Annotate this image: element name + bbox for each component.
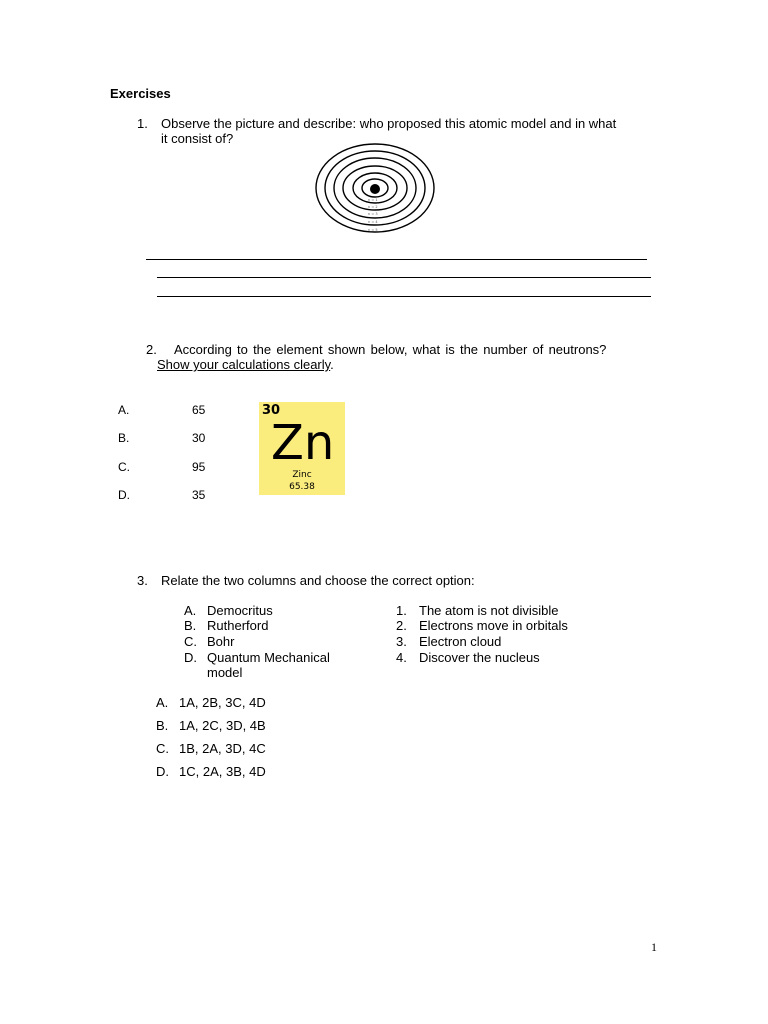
answer-line-3[interactable] [157,296,651,297]
q3-number: 3. [137,573,148,588]
q2-option-c-letter: C. [118,460,130,474]
orbit-label-3: n = 3 [368,212,378,216]
q1-text-line2: it consist of? [161,131,234,146]
q2-number: 2. [146,342,157,357]
q2-instruction-period: . [330,357,334,372]
left-col-d-letter: D. [184,650,197,665]
left-col-d-text-cont: model [207,665,243,680]
q3-choice-c-letter: C. [156,741,169,756]
q3-choice-a-letter: A. [156,695,169,710]
answer-line-2[interactable] [157,277,651,278]
q2-text: According to the element shown below, what is the number of neutrons? [174,342,607,357]
left-col-b-text: Rutherford [207,618,269,633]
right-col-4-number: 4. [396,650,407,665]
q3-choice-b-text: 1A, 2C, 3D, 4B [179,718,266,733]
answer-line-1[interactable] [146,259,647,260]
q2-option-d-letter: D. [118,488,130,502]
q3-choice-d-text: 1C, 2A, 3B, 4D [179,764,266,779]
exercises-heading: Exercises [110,86,171,101]
orbit-label-1: n = 1 [368,198,378,202]
q2-option-b-value: 30 [192,431,206,445]
right-col-2-text: Electrons move in orbitals [419,618,568,633]
left-col-d-text: Quantum Mechanical [207,650,330,665]
q3-choice-c-text: 1B, 2A, 3D, 4C [179,741,266,756]
right-col-3-number: 3. [396,634,407,649]
left-col-c-letter: C. [184,634,197,649]
bohr-atom-model-figure [313,140,435,237]
right-col-4-text: Discover the nucleus [419,650,540,665]
q1-text-line1: Observe the picture and describe: who proposed this atomic model and in what [161,116,617,131]
left-col-a-letter: A. [184,603,197,618]
zinc-symbol: Zn [271,415,335,471]
zinc-element-tile [259,402,345,495]
page-number: 1 [651,940,657,954]
q3-text: Relate the two columns and choose the correct option: [161,573,475,588]
q2-instruction-line [157,357,334,372]
right-col-2-number: 2. [396,618,407,633]
q1-number: 1. [137,116,148,131]
q2-option-d-value: 35 [192,488,206,502]
left-col-c-text: Bohr [207,634,235,649]
right-col-1-text: The atom is not divisible [419,603,559,618]
zinc-name: Zinc [292,470,312,480]
q2-option-b-letter: B. [118,431,130,445]
orbit-label-4: n = 4 [368,220,378,224]
right-col-3-text: Electron cloud [419,634,502,649]
q3-choice-a-text: 1A, 2B, 3C, 4D [179,695,266,710]
q2-instruction: Show your calculations clearly [157,357,331,372]
q2-option-c-value: 95 [192,460,206,474]
left-col-b-letter: B. [184,618,197,633]
zinc-atomic-mass: 65.38 [289,482,315,492]
orbit-label-2: n = 2 [368,205,378,209]
right-col-1-number: 1. [396,603,407,618]
orbit-label-5: n = 5 [368,228,378,232]
zinc-atomic-number: 30 [262,403,281,418]
q2-option-a-value: 65 [192,403,206,417]
q3-choice-d-letter: D. [156,764,169,779]
q3-choice-b-letter: B. [156,718,169,733]
left-col-a-text: Democritus [207,603,273,618]
q2-option-a-letter: A. [118,403,130,417]
